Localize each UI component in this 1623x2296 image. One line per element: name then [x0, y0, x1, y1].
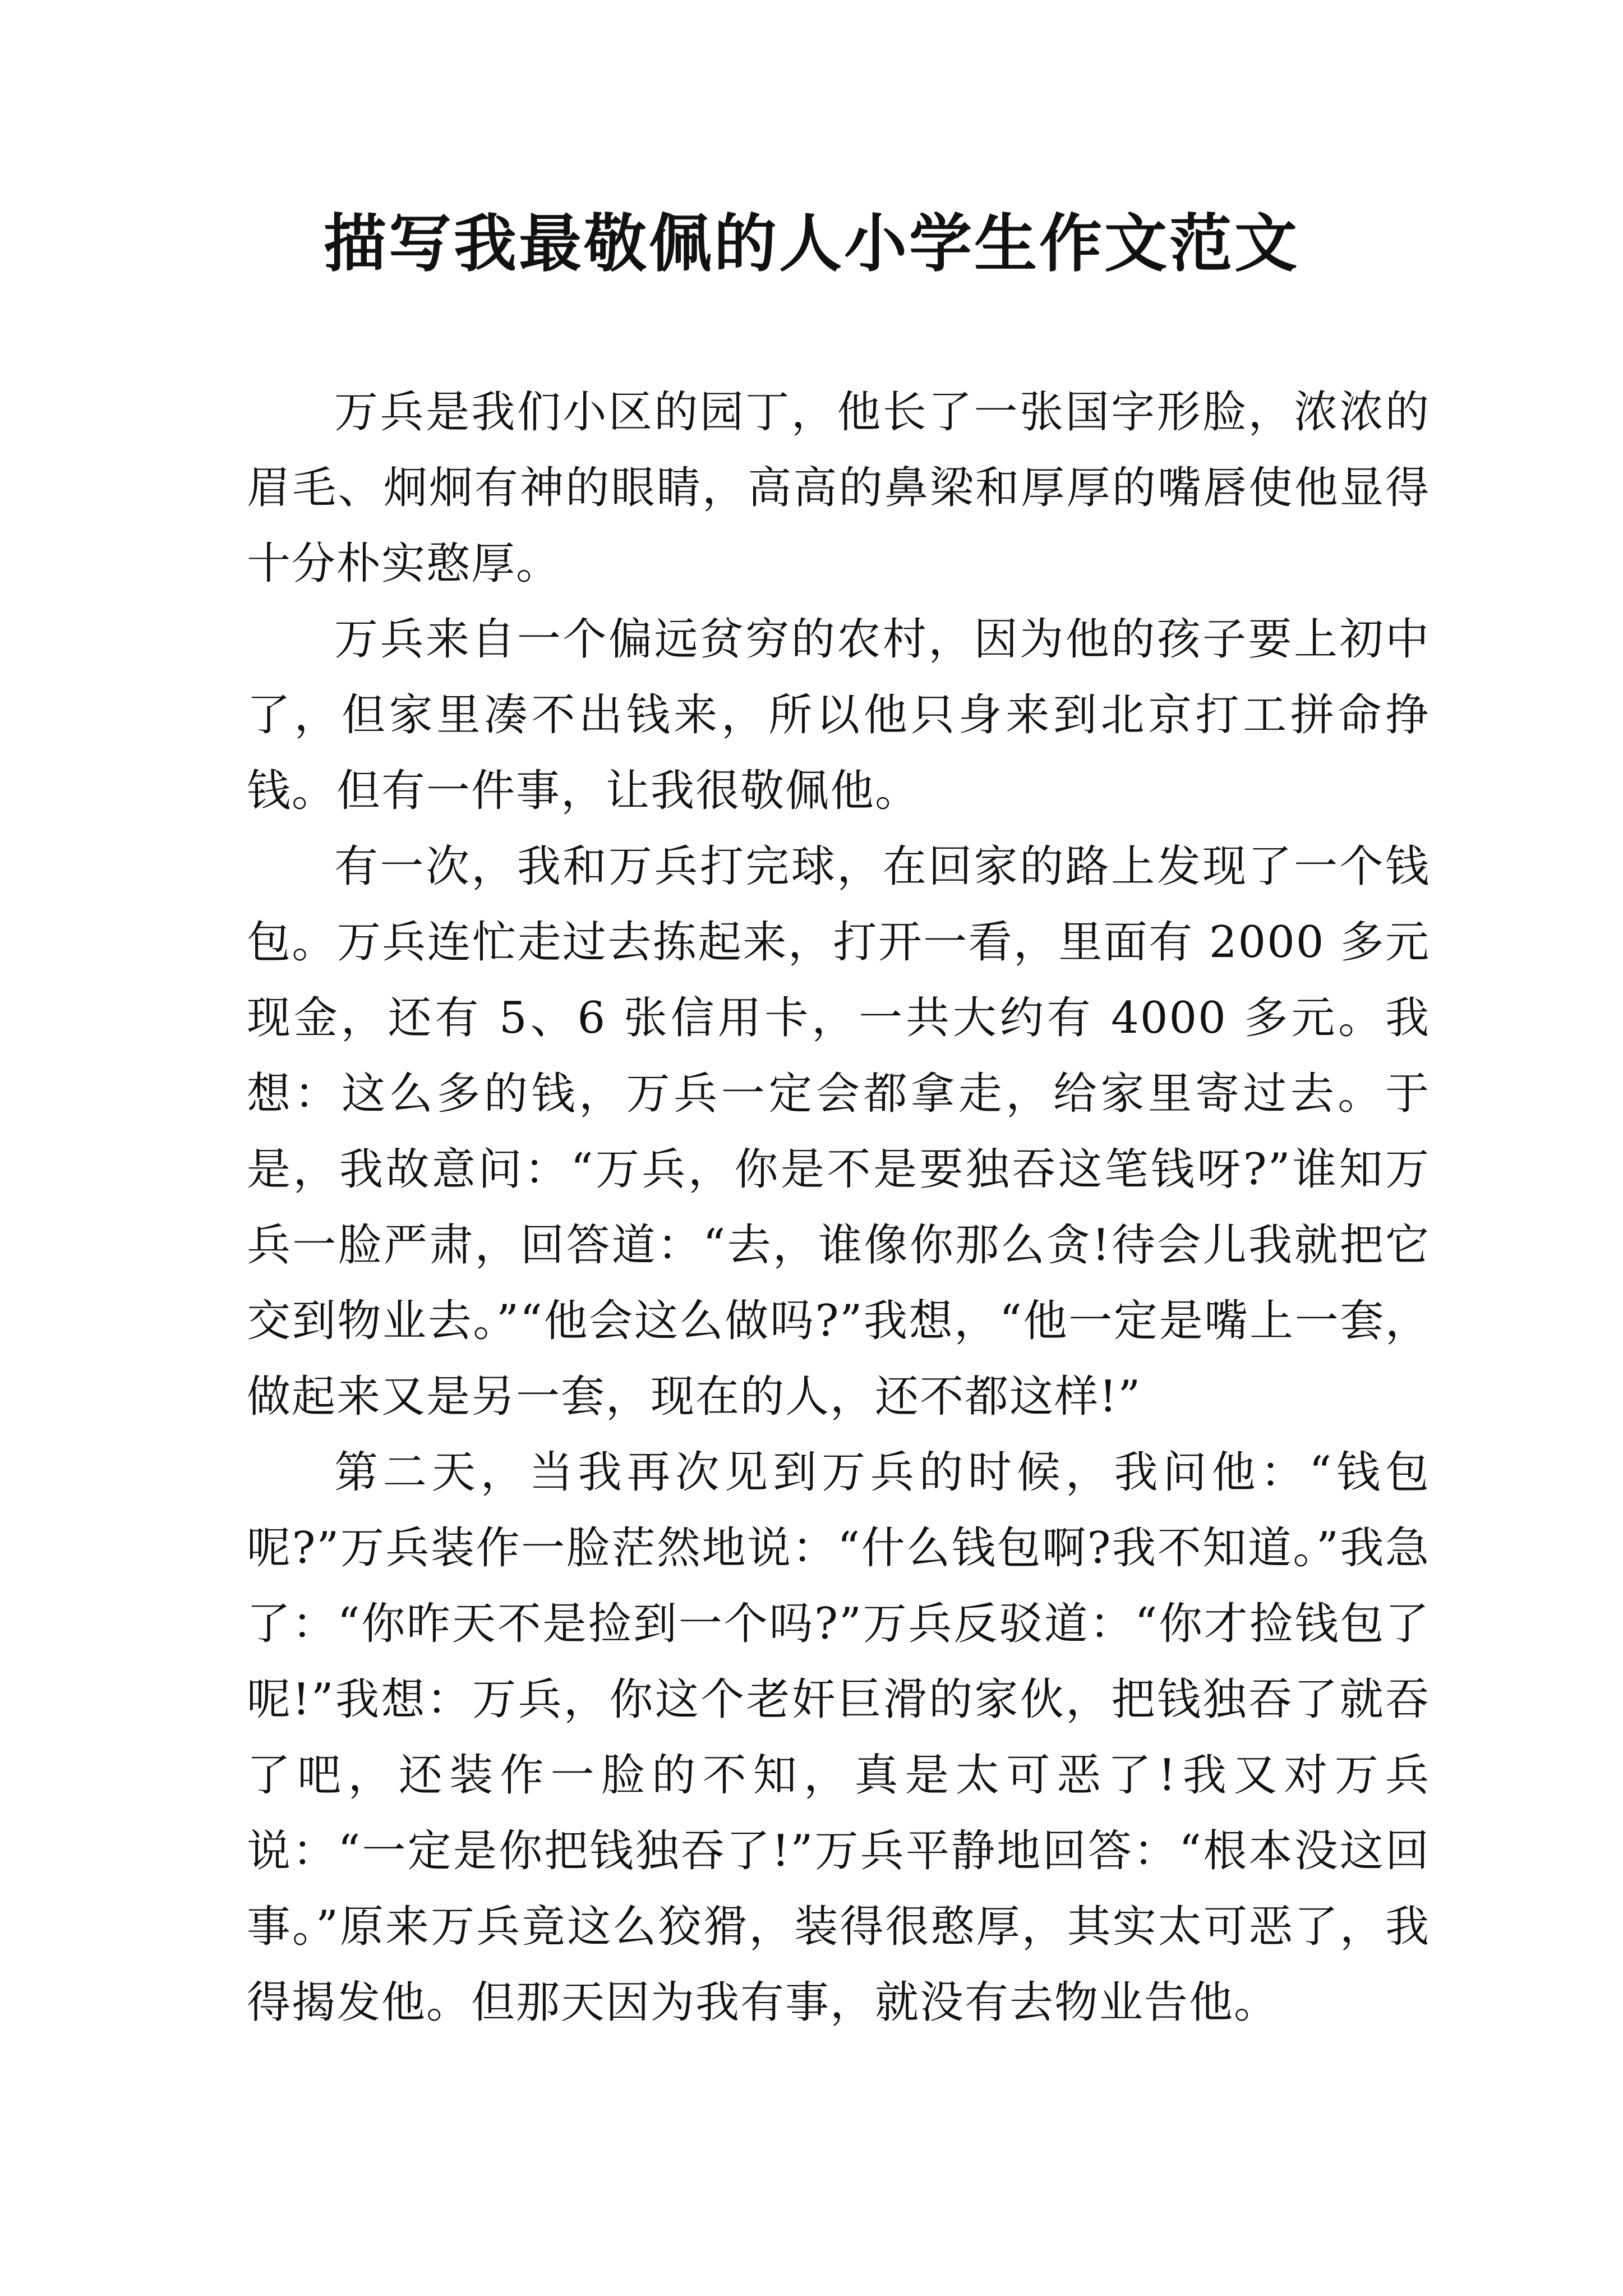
document-body [247, 375, 1430, 2041]
paragraph-2: 万兵来自一个偏远贫穷的农村，因为他的孩子要上初中了，但家里凑不出钱来，所以他只身来到北京打工拼命挣钱。但有一件事，让我很敬佩他。 [247, 614, 1430, 816]
paragraph-1: 万兵是我们小区的园丁，他长了一张国字形脸，浓浓的眉毛、炯炯有神的眼睛，高高的鼻梁和厚厚的嘴唇使他显得十分朴实憨厚。 [247, 387, 1430, 589]
document-title: 描写我最敬佩的人小学生作文范文 [324, 207, 1299, 280]
paragraph-4: 第二天，当我再次见到万兵的时候，我问他：“钱包呢?”万兵装作一脸茫然地说：“什么钱包啊?我不知道。”我急了：“你昨天不是捡到一个吗?”万兵反驳道：“你才捡钱包了呢!”我想：万兵，你这个老奸巨滑的家伙，把钱独吞了就吞了吧，还装作一脸的不知，真是太可恶了!我又对万兵说：“一定是你把钱独吞了!”万兵平静地回答：“根本没这回事。”原来万兵竟这么狡猾，装得很憨厚，其实太可恶了，我得揭发他。但那天因为我有事，就没有去物业告他。 [247, 1447, 1430, 2028]
paragraph-3: 有一次，我和万兵打完球，在回家的路上发现了一个钱包。万兵连忙走过去拣起来，打开一看，里面有 2000 多元现金，还有 5、6 张信用卡，一共大约有 4000 多元。我想：这么多的钱，万兵一定会都拿走，给家里寄过去。于是，我故意问：“万兵，你是不是要独吞这笔钱呀?”谁知万兵一脸严肃，回答道：“去，谁像你那么贪!待会儿我就把它交到物业去。”“他会这么做吗?”我想，“他一定是嘴上一套，做起来又是另一套，现在的人，还不都这样!” [247, 841, 1430, 1422]
